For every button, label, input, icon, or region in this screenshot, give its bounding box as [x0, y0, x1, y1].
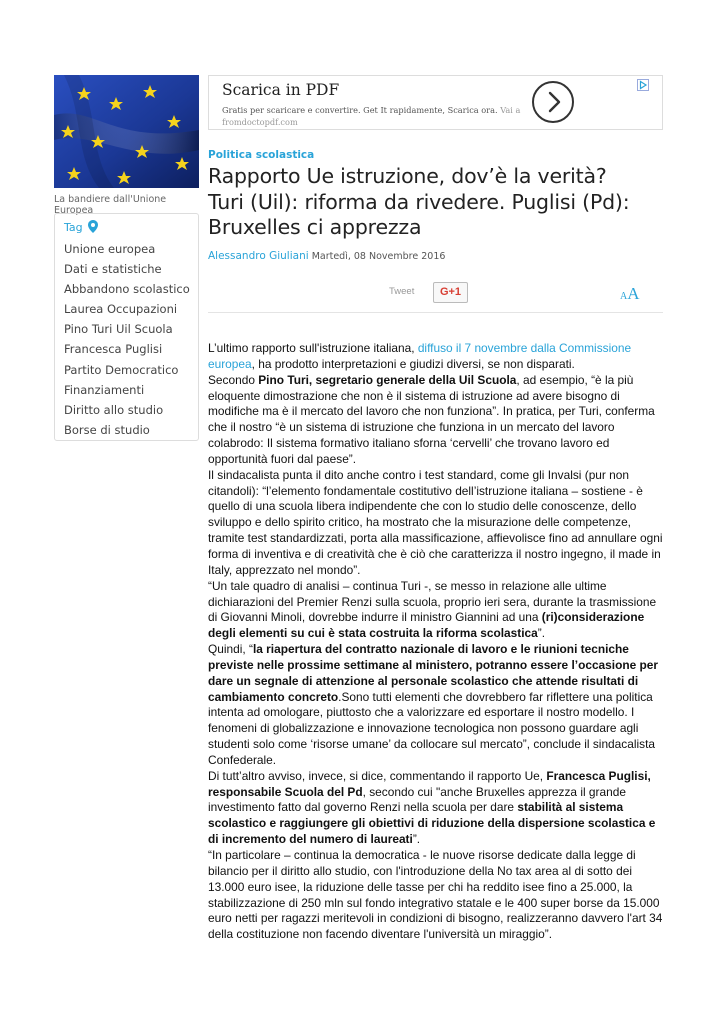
- text: ”.: [412, 832, 421, 847]
- bold-text: Francesca Puglisi, responsabile Scuola del Pd: [208, 768, 651, 799]
- location-pin-icon: [88, 220, 98, 236]
- text: .Sono tutti elementi che dovrebbero far riflettere una politica intenta ad omologare, piuttosto che a valorizzare ed esportare il nostro modello. I fenomeni di globalizzazione e innovazione tecnologica non possono guardare agli studenti solo come ‘risorse umane’ da collocare sul mercato”, conclude il sindacalista Confederale.: [208, 689, 655, 767]
- publish-date: Martedì, 08 Novembre 2016: [311, 251, 446, 262]
- text: ”.: [537, 626, 546, 641]
- text: Quindi, “: [208, 642, 253, 657]
- ad-description-text: Gratis per scaricare e convertire. Get It rapidamente, Scarica ora.: [222, 105, 498, 115]
- article-headline: Rapporto Ue istruzione, dov’è la verità? Turi (Uil): riforma da rivedere. Puglisi (Pd): Bruxelles ci apprezza: [208, 164, 630, 239]
- image-caption: La bandiere dall'Unione Europea: [54, 194, 167, 216]
- tag-header: [64, 220, 198, 235]
- paragraph: [208, 579, 663, 642]
- text: Secondo: [208, 372, 259, 387]
- ad-source[interactable]: Vai a fromdoctopdf.com: [222, 105, 521, 127]
- paragraph: “In particolare – continua la democratica - le nuove risorse dedicate dalla legge di bilancio per il diritto allo studio, con l'introduzione della No tax area al di sotto dei 13.000 euro isee, la riduzione delle tasse per chi ha reddito isee fino a 25.000, la stabilizzazione di 250 mln sul fondo integrativo statale e le 400 super borse da 15.000 euro netti per ragazzi meritevoli in condizioni di bisogno, realizzeranno davvero l'art 34 della costituzione non facendo diventare l'università un miraggio”.: [208, 848, 663, 942]
- tag-title: Tag: [64, 221, 83, 234]
- tag-list: [64, 239, 198, 440]
- eu-flag-graphic: [54, 75, 199, 188]
- tweet-button[interactable]: Tweet: [389, 286, 415, 297]
- tag-box: [54, 213, 199, 441]
- commission-link[interactable]: diffuso il 7 novembre dalla Commissione europea: [208, 341, 632, 371]
- tag-link[interactable]: Dati e statistiche: [64, 262, 162, 277]
- tag-link[interactable]: Francesca Puglisi: [64, 342, 163, 357]
- text: L’ultimo rapporto sull'istruzione italiana,: [208, 341, 418, 355]
- font-decrease-button[interactable]: A: [620, 291, 628, 302]
- font-increase-button[interactable]: A: [627, 284, 640, 303]
- paragraph: [208, 642, 663, 769]
- bold-text: Pino Turi, segretario generale della Uil Scuola: [258, 372, 517, 387]
- ad-banner[interactable]: [208, 75, 663, 130]
- text: “Un tale quadro di analisi – continua Turi -, se messo in relazione alle ultime dichiarazioni del Premier Renzi sulla scuola, proprio ieri sera, durante la trasmissione di Giovanni Minoli, dovrebbe indurre il ministro Giannini ad una: [208, 578, 657, 625]
- paragraph: [208, 373, 663, 468]
- text: , secondo cui "anche Bruxelles apprezza il grande investimento fatto dal governo Renzi nella scuola per dare: [208, 784, 626, 815]
- article-body: [208, 341, 663, 943]
- divider: [208, 312, 663, 313]
- tag-link[interactable]: Pino Turi Uil Scuola: [64, 322, 173, 337]
- text: , ha prodotto interpretazioni e giudizi diversi, se non disparati.: [251, 356, 575, 371]
- ad-description: [222, 104, 522, 128]
- tag-link[interactable]: Unione europea: [64, 242, 156, 256]
- paragraph: [208, 769, 663, 848]
- paragraph: Il sindacalista punta il dito anche contro i test standard, come gli Invalsi (pur non citandoli): “l’elemento fondamentale costitutivo dell’istruzione italiana – sostiene - è quello di una scuola libera indipendente che con lo studio delle conoscenze, dello sviluppo e dello spirito critico, ha mostrato che la misurazione delle competenze, tramite test standardizzati, porta alla massificazione, affievolisce fino ad annullare ogni forma di inventiva e di creatività che è ciò che caratterizza il nostro ingegno, il made in Italy, apprezzato nel mondo”.: [208, 467, 663, 577]
- author-link[interactable]: Alessandro Giuliani: [208, 250, 309, 262]
- tag-link[interactable]: Laurea Occupazioni: [64, 302, 178, 317]
- eu-flag-image: [54, 75, 199, 188]
- text: , ad esempio, “è la più eloquente dimostrazione che non è il sistema di istruzione ad avere bisogno di modifiche ma è il mercato del lavoro che non funziona”. In pratica, per Turi, conferma che il nostro “è un sistema di istruzione che funziona in un mercato del lavoro colabrodo: Il sistema formativo italiano sforna ‘cervelli’ che trovano lavoro ed opportunità fuori dal paese”.: [208, 372, 655, 466]
- chevron-right-icon[interactable]: [532, 81, 574, 123]
- bold-text: stabilità al sistema scolastico e raggiungere gli obiettivi di riduzione della dispersione scolastica e di incremento del numero di laureati: [208, 800, 656, 847]
- ad-title[interactable]: Scarica in PDF: [222, 81, 340, 99]
- paragraph: [208, 341, 663, 373]
- google-plus-button[interactable]: G+1: [433, 282, 468, 303]
- tag-link[interactable]: Borse di studio: [64, 422, 150, 437]
- tag-link[interactable]: Diritto allo studio: [64, 402, 164, 417]
- tag-link[interactable]: Partito Democratico: [64, 362, 179, 377]
- font-size-control[interactable]: [620, 284, 640, 304]
- tag-link[interactable]: Finanziamenti: [64, 382, 145, 397]
- byline: [208, 250, 445, 262]
- adchoices-icon[interactable]: [637, 78, 649, 90]
- bold-text: la riapertura del contratto nazionale di lavoro e le riunioni tecniche previste nelle prossime settimane al ministero, potranno essere l’occasione per dare un segnale di attenzione al personale scolastico che attende risultati di cambiamento concreto: [208, 642, 659, 704]
- text: Di tutt’altro avviso, invece, si dice, commentando il rapporto Ue,: [208, 768, 547, 783]
- bold-text: (ri)considerazione degli elementi su cui è stata costruita la riforma scolastica: [208, 610, 645, 641]
- section-label[interactable]: Politica scolastica: [208, 149, 315, 161]
- tag-link[interactable]: Abbandono scolastico: [64, 282, 190, 297]
